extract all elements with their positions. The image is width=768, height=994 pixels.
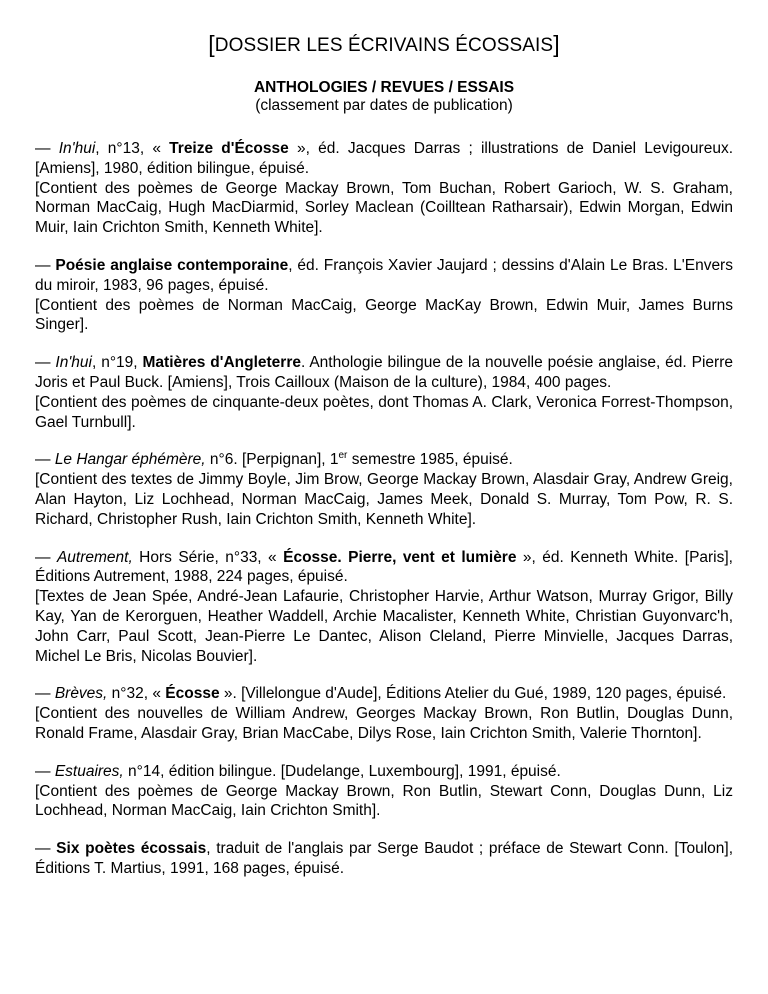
- entry-superscript: er: [338, 450, 348, 462]
- entry-citation: [35, 762, 733, 782]
- list-item: [35, 139, 733, 238]
- entry-text: , traduit de l'anglais par Serge Baudot ; préface de Stewart Conn. [Toulon], Éditions T. Martius, 1991, 168 pages, épuisé.: [35, 840, 733, 877]
- entry-text: semestre 1985, épuisé.: [347, 451, 513, 469]
- entry-text: ». [Villelongue d'Aude], Éditions Atelier du Gué, 1989, 120 pages, épuisé.: [219, 685, 727, 703]
- entry-dash: —: [35, 840, 57, 858]
- entry-contents: [Contient des poèmes de cinquante-deux poètes, dont Thomas A. Clark, Veronica Forrest-Thompson, Gael Turnbull].: [35, 393, 733, 431]
- entry-title: Treize d'Écosse: [169, 140, 289, 157]
- entry-contents: [Textes de Jean Spée, André-Jean Lafaurie, Christopher Harvie, Arthur Watson, Murray Grigor, Billy Kay, Yan de Kerorguen, Heather Waddell, Archie Macalister, Kenneth White, Christian Guyonvarc'h, John Carr, Paul Scott, Jean-Pierre Le Dantec, Alison Cleland, Pierre Minvielle, Jacques Darras, Michel Le Bris, Nicolas Bouvier].: [35, 588, 733, 665]
- list-item: [35, 450, 733, 529]
- entry-contents: [Contient des poèmes de George Mackay Brown, Ron Butlin, Stewart Conn, Douglas Dunn, Liz Lochhead, Norman MacCaig, Iain Crichton Smith].: [35, 782, 733, 820]
- entry-journal: Autrement,: [56, 548, 133, 566]
- entry-dash: —: [35, 548, 57, 566]
- entry-text: n°6. [Perpignan], 1: [205, 451, 339, 469]
- entry-text: », éd. Kenneth White. [Paris], Éditions Autrement, 1988, 224 pages, épuisé.: [35, 548, 733, 586]
- entry-journal: Brèves,: [54, 685, 108, 703]
- entry-citation: [35, 450, 733, 470]
- entry-text: », éd. Jacques Darras ; illustrations de Daniel Levigoureux. [Amiens], 1980, édition bilingue, épuisé.: [35, 140, 734, 177]
- entry-journal: Estuaires,: [54, 762, 124, 780]
- entry-citation: [35, 548, 733, 588]
- entry-title: Matières d'Angleterre: [142, 354, 301, 372]
- title-close-bracket: ]: [553, 31, 560, 57]
- entry-title: Écosse: [165, 685, 220, 703]
- entry-title: Poésie anglaise contemporaine: [55, 256, 289, 274]
- entry-journal: Le Hangar éphémère,: [54, 451, 206, 469]
- title-text: DOSSIER LES ÉCRIVAINS ÉCOSSAIS: [214, 35, 554, 56]
- entry-text: Hors Série, n°33, «: [132, 548, 284, 566]
- entry-citation: [35, 839, 733, 879]
- entry-contents: [Contient des textes de Jimmy Boyle, Jim Brow, George Mackay Brown, Alasdair Gray, Andrew Greig, Alan Hayton, Liz Lochhead, Norman MacCaig, James Meek, Donald S. Murray, Tom Pow, R. S. Richard, Christopher Rush, Iain Crichton Smith, Kenneth White].: [35, 471, 733, 528]
- list-item: [35, 762, 733, 821]
- entry-journal: In'hui: [55, 354, 92, 372]
- section-subheading: (classement par dates de publication): [255, 97, 513, 114]
- entry-dash: —: [35, 140, 59, 157]
- entry-citation: [35, 139, 733, 179]
- title-open-bracket: [: [208, 31, 215, 57]
- entry-dash: —: [35, 451, 55, 469]
- entry-citation: [35, 684, 733, 704]
- entry-title: Écosse. Pierre, vent et lumière: [283, 548, 517, 566]
- entry-text: n°32, «: [107, 685, 166, 703]
- entry-contents: [Contient des nouvelles de William Andrew, Georges Mackay Brown, Ron Butlin, Douglas Dunn, Ronald Frame, Alasdair Gray, Brian MacCabe, Dilys Rose, Iain Crichton Smith, Valerie Thornton].: [35, 705, 733, 742]
- entry-title: Six poètes écossais: [56, 840, 207, 858]
- list-item: [35, 548, 733, 667]
- entry-text: , n°13, «: [95, 140, 170, 157]
- entry-text: , éd. François Xavier Jaujard ; dessins d'Alain Le Bras. L'Envers du miroir, 1983, 96 pages, épuisé.: [35, 256, 733, 294]
- entry-dash: —: [35, 762, 55, 780]
- entry-contents: [Contient des poèmes de George Mackay Brown, Tom Buchan, Robert Garioch, W. S. Graham, Norman MacCaig, Hugh MacDiarmid, Sorley Maclean (Coilltean Ratharsair), Edwin Morgan, Edwin Muir, Iain Crichton Smith, Kenneth White].: [35, 179, 733, 237]
- list-item: [35, 353, 733, 432]
- document-title: [35, 31, 733, 58]
- entry-journal: In'hui: [58, 140, 96, 157]
- entry-dash: —: [35, 685, 55, 703]
- entry-list: [35, 139, 733, 897]
- entry-text: , n°19,: [92, 354, 143, 372]
- list-item: [35, 256, 733, 335]
- entry-text: n°14, édition bilingue. [Dudelange, Luxembourg], 1991, épuisé.: [123, 762, 561, 780]
- entry-citation: [35, 256, 733, 296]
- entry-contents: [Contient des poèmes de Norman MacCaig, George MacKay Brown, Edwin Muir, James Burns Singer].: [35, 296, 733, 334]
- entry-citation: [35, 353, 733, 393]
- entry-text: . Anthologie bilingue de la nouvelle poésie anglaise, éd. Pierre Joris et Paul Buck. [Amiens], Trois Cailloux (Maison de la culture), 1984, 400 pages.: [35, 354, 733, 391]
- entry-dash: —: [35, 256, 56, 274]
- list-item: [35, 839, 733, 879]
- section-heading: ANTHOLOGIES / REVUES / ESSAIS: [253, 79, 515, 96]
- entry-dash: —: [35, 354, 56, 372]
- list-item: [35, 684, 733, 743]
